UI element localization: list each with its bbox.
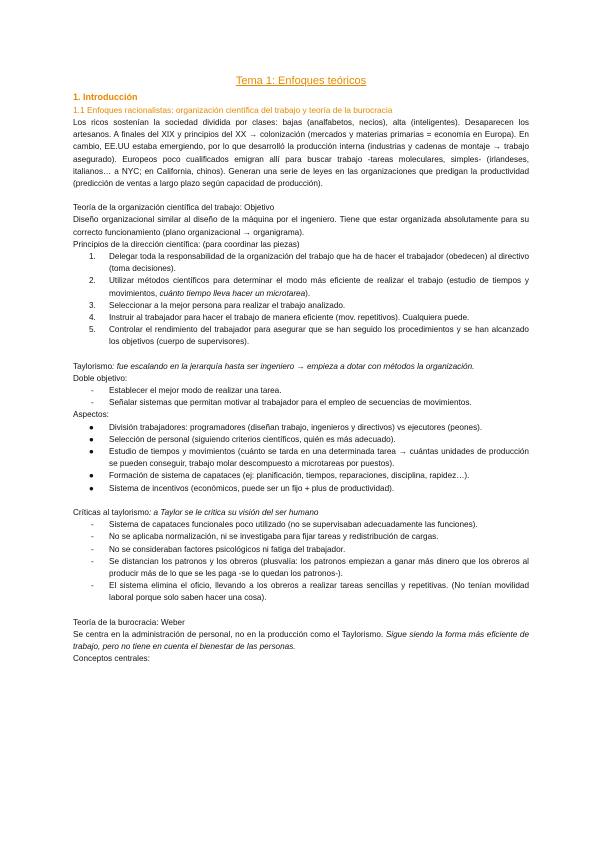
section-heading-introduccion: 1. Introducción — [73, 92, 138, 102]
aspectos-list — [73, 422, 529, 495]
aspecto-item: ● División trabajadores: programadores (diseñan trabajo, ingenieros y directivos) vs ejecutores (peones). — [89, 422, 483, 432]
aspecto-item: ● Formación de sistema de capataces (ej: planificación, tiempos, reparaciones, disciplina, rapidez…). — [89, 471, 470, 481]
principle-item: 3. Seleccionar a la mejor persona para realizar el trabajo analizado. — [89, 300, 346, 310]
principle-item: 1. Delegar toda la responsabilidad de la organización del trabajo que ha de hacer el trabajador (obedecen) al directivo (toma decisiones). — [89, 252, 529, 274]
critica-item: - Se distancian los patronos y los obreros (plusvalía: los patronos empiezan a ganar más dinero que los obreros al producir más de lo que se les paga -se lo quedan los patronos-). — [91, 556, 529, 578]
principles-list — [73, 251, 529, 349]
criticas-list — [73, 519, 529, 604]
criticas-intro: Críticas al taylorismo: a Taylor se le critica su visión del ser humano — [73, 507, 319, 517]
principle-item: 2. Utilizar métodos científicos para determinar el modo más eficiente de realizar el trabajo (estudio de tiempos y movimientos, cuánto tiempo lleva hacer un microtarea). — [89, 276, 529, 298]
principle-item: 5. Controlar el rendimiento del trabajador para asegurar que se han seguido los procedimientos y se han alcanzado los objetivos (cuerpo de supervisores). — [89, 325, 529, 347]
critica-item: - No se consideraban factores psicológicos ni fatiga del trabajador. — [91, 544, 346, 554]
principle-item: 4. Instruir al trabajador para hacer el trabajo de manera eficiente (mov. repetitivos). Cualquiera puede. — [89, 313, 470, 323]
document-title: Tema 1: Enfoques teóricos — [235, 75, 367, 87]
critica-item: - El sistema elimina el oficio, llevando a los obreros a realizar tareas sencillas y repetitivas. (No tenían movilidad laboral porque solo saben hacer una cosa). — [91, 581, 529, 603]
burocracia-paragraph: Se centra en la administración de personal, no en la producción como el Taylorismo. Sigue siendo la forma más eficiente de trabajo, pero no tiene en cuenta el bienestar de las personas. — [73, 629, 529, 651]
ocd-heading: Teoría de la organización científica del trabajo: Objetivo — [73, 203, 275, 213]
aspecto-item: ● Estudio de tiempos y movimientos (cuánto se tarda en una determinada tarea → cuántas unidades de producción se pueden conseguir, trabajo molar descompuesto a microtareas por puestos). — [89, 447, 529, 469]
aspecto-item: ● Selección de personal (siguiendo criterios científicos, quién es más adecuado). — [89, 434, 396, 444]
critica-item: - No se aplicaba normalización, ni se investigaba para fijar tareas y redistribución de cargas. — [91, 532, 439, 542]
burocracia-heading: Teoría de la burocracia: Weber — [73, 617, 185, 627]
critica-item: - Sistema de capataces funcionales poco utilizado (no se supervisaban adecuadamente las funciones). — [91, 520, 478, 530]
principles-heading: Principios de la dirección científica: (para coordinar las piezas) — [73, 239, 300, 249]
intro-paragraph: Los ricos sostenían la sociedad dividida por clases: bajas (analfabetos, necios), alta (inteligentes). Desaparecen los artesanos. A finales del XIX y principios del XX → colonización (mercados y materias primarias = economía en Europa). En cambio, EE.UU estaba emergiendo, por lo que desarrolló la producción interna (industrias y cadenas de montaje → trabajo asegurado). Europeos poco cualificados emigran allí para buscar trabajo -tareas moleculares, simples- (irlandeses, italianos… a NYC; en California, chinos). Generan una serie de leyes en las organizaciones que predigan la productividad (predicción de ventas a largo plazo según capacidad de producción). — [73, 118, 529, 189]
objetivo-item: - Establecer el mejor modo de realizar una tarea. — [91, 386, 282, 396]
taylorismo-intro: Taylorismo: fue escalando en la jerarquía hasta ser ingeniero → empieza a dotar con métodos la organización. — [73, 361, 475, 371]
conceptos-heading: Conceptos centrales: — [73, 654, 150, 664]
document-page — [73, 74, 529, 665]
aspectos-heading: Aspectos: — [73, 410, 109, 420]
aspecto-item: ● Sistema de incentivos (económicos, puede ser un fijo + plus de productividad). — [89, 483, 395, 493]
doble-objetivo-heading: Doble objetivo: — [73, 373, 128, 383]
subsection-heading-enfoques: 1.1 Enfoques racionalistas: organización científica del trabajo y teoría de la burocracia — [73, 105, 393, 115]
objetivos-list — [73, 385, 529, 409]
ocd-paragraph: Diseño organizacional similar al diseño de la máquina por el ingeniero. Tiene que estar organizada absolutamente para su correcto funcionamiento (plano organizacional → organigrama). — [73, 215, 529, 237]
objetivo-item: - Señalar sistemas que permitan motivar al trabajador para el empleo de secuencias de movimientos. — [91, 398, 472, 408]
